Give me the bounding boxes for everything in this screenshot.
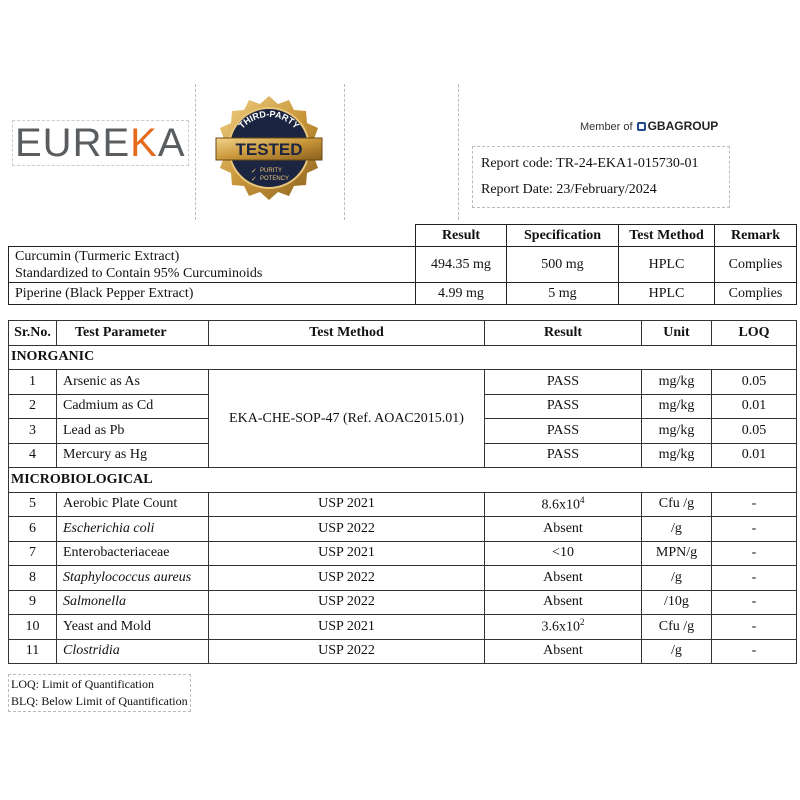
report-date: Report Date: 23/February/2024 <box>481 182 657 197</box>
summary-method: HPLC <box>619 283 715 305</box>
table-row <box>9 517 797 542</box>
unit: /g <box>642 639 712 664</box>
sr-no: 8 <box>9 566 57 591</box>
result: Absent <box>485 590 642 615</box>
table-row <box>9 615 797 640</box>
summary-header-row <box>9 225 797 247</box>
summary-empty-header <box>9 225 416 247</box>
result: <10 <box>485 541 642 566</box>
table-row <box>9 590 797 615</box>
unit: mg/kg <box>642 419 712 444</box>
col-result: Result <box>485 321 642 346</box>
test-parameter: Lead as Pb <box>57 419 209 444</box>
sr-no: 3 <box>9 419 57 444</box>
loq: - <box>712 492 797 517</box>
sr-no: 10 <box>9 615 57 640</box>
unit: MPN/g <box>642 541 712 566</box>
test-parameter: Cadmium as Cd <box>57 394 209 419</box>
summary-method: HPLC <box>619 247 715 283</box>
loq: - <box>712 541 797 566</box>
summary-col-test-method: Test Method <box>619 225 715 247</box>
header-divider <box>344 84 345 220</box>
test-results-table <box>8 320 797 664</box>
test-parameter: Mercury as Hg <box>57 443 209 468</box>
loq: - <box>712 566 797 591</box>
test-parameter: Enterobacteriaceae <box>57 541 209 566</box>
unit: mg/kg <box>642 394 712 419</box>
summary-col-specification: Specification <box>507 225 619 247</box>
gba-logo-icon <box>637 122 646 131</box>
section-label: INORGANIC <box>9 345 797 370</box>
col-test-parameter: Test Parameter <box>57 321 209 346</box>
table-row <box>9 566 797 591</box>
product-name: Curcumin (Turmeric Extract) Standardized to Contain 95% Curcuminoids <box>9 247 416 283</box>
result: $8.6x10^4$ <box>485 492 642 517</box>
test-parameter: Aerobic Plate Count <box>57 492 209 517</box>
unit: /g <box>642 566 712 591</box>
result: PASS <box>485 443 642 468</box>
col-srno: Sr.No. <box>9 321 57 346</box>
result: PASS <box>485 394 642 419</box>
loq: - <box>712 615 797 640</box>
svg-text:PURITY: PURITY <box>260 168 283 174</box>
product-name: Piperine (Black Pepper Extract) <box>9 283 416 305</box>
svg-text:✓: ✓ <box>251 175 257 183</box>
report-code: Report code: TR-24-EKA1-015730-01 <box>481 156 699 171</box>
note-loq: LOQ: Limit of Quantification <box>11 677 154 691</box>
test-method: USP 2021 <box>209 615 485 640</box>
loq: - <box>712 517 797 542</box>
summary-result: 494.35 mg <box>416 247 507 283</box>
test-parameter: Clostridia <box>57 639 209 664</box>
svg-text:THIRD-PARTY: THIRD-PARTY <box>236 108 302 131</box>
summary-spec: 5 mg <box>507 283 619 305</box>
unit: /g <box>642 517 712 542</box>
svg-text:POTENCY: POTENCY <box>260 176 290 182</box>
active-ingredient-summary-table <box>8 224 797 305</box>
sr-no: 6 <box>9 517 57 542</box>
table-row <box>9 639 797 664</box>
sr-no: 5 <box>9 492 57 517</box>
header-divider <box>195 84 196 220</box>
result: Absent <box>485 566 642 591</box>
summary-row <box>9 247 797 283</box>
loq: 0.05 <box>712 419 797 444</box>
result: PASS <box>485 419 642 444</box>
col-test-method: Test Method <box>209 321 485 346</box>
loq: 0.05 <box>712 370 797 395</box>
test-method: USP 2022 <box>209 639 485 664</box>
unit: mg/kg <box>642 443 712 468</box>
col-unit: Unit <box>642 321 712 346</box>
unit: mg/kg <box>642 370 712 395</box>
sr-no: 7 <box>9 541 57 566</box>
table-row <box>9 492 797 517</box>
results-header-row <box>9 321 797 346</box>
test-parameter: Escherichia coli <box>57 517 209 542</box>
svg-text:TESTED: TESTED <box>235 140 303 159</box>
result: $3.6x10^2$ <box>485 615 642 640</box>
summary-row <box>9 283 797 305</box>
summary-remark: Complies <box>715 247 797 283</box>
test-parameter: Arsenic as As <box>57 370 209 395</box>
section-label: MICROBIOLOGICAL <box>9 468 797 493</box>
member-of-gba: Member of GBAGROUP <box>580 119 719 133</box>
summary-spec: 500 mg <box>507 247 619 283</box>
svg-text:✓: ✓ <box>251 167 257 175</box>
test-method: USP 2022 <box>209 566 485 591</box>
sr-no: 2 <box>9 394 57 419</box>
eureka-logo: EUREKA <box>12 120 189 166</box>
summary-col-remark: Remark <box>715 225 797 247</box>
third-party-tested-badge <box>208 94 330 212</box>
result: Absent <box>485 639 642 664</box>
test-method: USP 2021 <box>209 492 485 517</box>
sr-no: 11 <box>9 639 57 664</box>
test-method: EKA-CHE-SOP-47 (Ref. AOAC2015.01) <box>209 370 485 468</box>
sr-no: 4 <box>9 443 57 468</box>
sr-no: 9 <box>9 590 57 615</box>
report-info-box <box>472 146 730 208</box>
section-row-inorganic <box>9 345 797 370</box>
test-parameter: Yeast and Mold <box>57 615 209 640</box>
report-header <box>0 84 800 220</box>
sr-no: 1 <box>9 370 57 395</box>
loq: - <box>712 639 797 664</box>
test-method: USP 2022 <box>209 590 485 615</box>
table-row <box>9 370 797 395</box>
result: PASS <box>485 370 642 395</box>
summary-remark: Complies <box>715 283 797 305</box>
col-loq: LOQ <box>712 321 797 346</box>
test-parameter: Staphylococcus aureus <box>57 566 209 591</box>
unit: Cfu /g <box>642 615 712 640</box>
note-blq: BLQ: Below Limit of Quantification <box>11 694 188 708</box>
unit: Cfu /g <box>642 492 712 517</box>
test-parameter: Salmonella <box>57 590 209 615</box>
summary-col-result: Result <box>416 225 507 247</box>
table-row <box>9 541 797 566</box>
result: Absent <box>485 517 642 542</box>
loq: 0.01 <box>712 394 797 419</box>
loq: - <box>712 590 797 615</box>
header-divider <box>458 84 459 220</box>
test-method: USP 2021 <box>209 541 485 566</box>
section-row-microbiological <box>9 468 797 493</box>
loq: 0.01 <box>712 443 797 468</box>
summary-result: 4.99 mg <box>416 283 507 305</box>
unit: /10g <box>642 590 712 615</box>
test-method: USP 2022 <box>209 517 485 542</box>
abbreviation-notes <box>8 674 191 712</box>
